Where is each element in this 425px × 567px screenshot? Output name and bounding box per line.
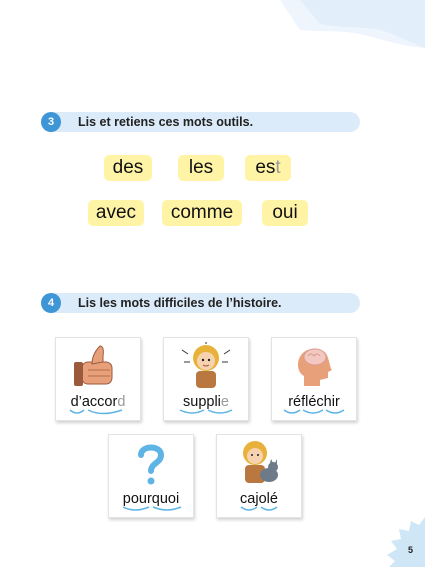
syllable-arcs (223, 506, 295, 514)
word-chip (178, 155, 224, 181)
exercise-number: 4 (41, 293, 61, 313)
card-word (272, 394, 356, 410)
word-card (55, 337, 141, 421)
syllable-arcs (115, 506, 187, 514)
word-text: réfléchir (288, 394, 340, 410)
word-text: suppli (183, 394, 221, 410)
word-text: cajolé (240, 491, 278, 507)
word-text: comme (170, 202, 234, 223)
card-word (164, 394, 248, 410)
exercise-instruction: Lis les mots difficiles de l’histoire. (78, 296, 282, 310)
word-card (163, 337, 249, 421)
word-chip (162, 200, 242, 226)
silent-letter: t (275, 157, 281, 178)
top-decorative-band (0, 0, 425, 50)
word-text: avec (95, 202, 137, 223)
corner-burst-decoration (365, 517, 425, 567)
word-chip (245, 155, 291, 181)
syllable-arcs (278, 409, 350, 417)
word-card (108, 434, 194, 518)
word-card (271, 337, 357, 421)
exercise-number: 3 (41, 112, 61, 132)
word-chip (104, 155, 152, 181)
exercise-4-header (42, 293, 360, 313)
word-chip (88, 200, 144, 226)
word-text: des (112, 157, 144, 178)
page-number: 5 (407, 545, 413, 555)
syllable-arcs (170, 409, 242, 417)
card-word (109, 491, 193, 507)
exercise-3-header (42, 112, 360, 132)
head-brain-icon (286, 342, 342, 390)
syllable-arcs (62, 409, 134, 417)
silent-letter: e (220, 394, 229, 410)
pleading-child-icon (178, 342, 234, 390)
word-text: es (255, 157, 276, 178)
word-card (216, 434, 302, 518)
silent-letter: d (117, 394, 126, 410)
question-mark-icon (123, 439, 179, 487)
word-text: les (188, 157, 214, 178)
card-word (56, 394, 140, 410)
exercise-instruction: Lis et retiens ces mots outils. (78, 115, 254, 129)
word-text: pourquoi (122, 491, 180, 507)
card-word (217, 491, 301, 507)
word-text: oui (272, 202, 298, 223)
word-text: d’accor (70, 394, 118, 410)
child-with-cat-icon (231, 439, 287, 487)
word-chip (262, 200, 308, 226)
thumbs-up-icon (70, 342, 126, 390)
